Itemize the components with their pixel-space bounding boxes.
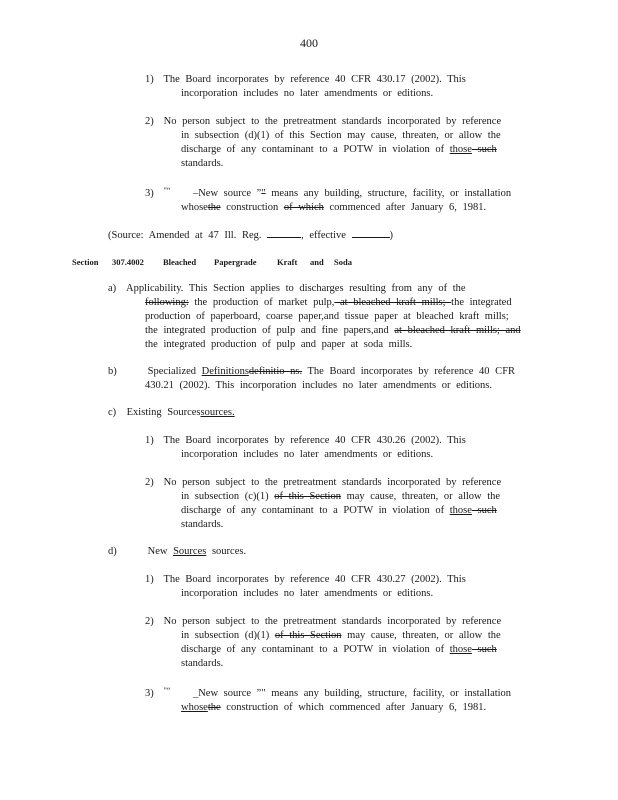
item-text: construction of which commenced after January 6, 1981.	[220, 702, 487, 713]
deleted-text: "	[261, 188, 266, 199]
item-text: Applicability. This Section applies to discharges resulting from any of the	[126, 283, 466, 294]
item-text: " means any building, structure, facility, or installation	[261, 688, 512, 699]
item-text: The Board incorporates by reference 40 CFR 430.26 (2002). This	[163, 435, 466, 446]
item-text: commenced after January 6, 1981.	[323, 202, 487, 213]
section-title-word: Papergrade	[214, 257, 257, 267]
dash-mark: –	[192, 188, 199, 199]
item-text: in subsection (d)(1)	[181, 630, 275, 641]
item-text: in subsection (d)(1) of this Section may cause, threaten, or allow the	[181, 130, 501, 141]
item-text: whose	[181, 202, 208, 213]
item-label: 1)	[145, 435, 154, 446]
deleted-text: such	[471, 505, 497, 516]
deleted-text: of this Section	[274, 491, 341, 502]
deleted-text: the	[207, 702, 221, 713]
source-text: (Source: Amended at 47 Ill. Reg.	[108, 230, 262, 241]
item-text: 430.21 (2002). This incorporation includes no later amendments or editions.	[145, 380, 492, 391]
item-label: 1)	[145, 74, 154, 85]
section-title-word: Soda	[334, 257, 352, 267]
inserted-text: sources.	[200, 407, 235, 418]
subsection-c	[108, 406, 235, 420]
item-label: 2)	[145, 477, 154, 488]
item-text: the production of market pulp,	[188, 297, 335, 308]
inserted-text: those	[449, 144, 472, 155]
deleted-text: following:	[145, 297, 189, 308]
item-text: New source ”	[198, 188, 262, 199]
item-text: discharge of any contaminant to a POTW in violation of	[181, 144, 450, 155]
deleted-text: such	[471, 144, 497, 155]
section-title-word: Bleached	[163, 257, 197, 267]
subsection-d2	[145, 615, 501, 671]
source-note	[108, 227, 393, 243]
item-text: No person subject to the pretreatment standards incorporated by reference	[163, 116, 502, 127]
item-label: 2)	[145, 116, 154, 127]
item-text: means any building, structure, facility, or installation	[265, 188, 512, 199]
deleted-text: of which	[283, 202, 324, 213]
item-text: in subsection (c)(1)	[181, 491, 275, 502]
page-number: 400	[300, 36, 318, 50]
blank-line	[352, 227, 390, 238]
inserted-text: whose	[181, 702, 208, 713]
item-text: Existing Sources	[126, 407, 201, 418]
item-text: may cause, threaten, or allow the	[340, 491, 501, 502]
item-label: 2)	[145, 616, 154, 627]
subsection-d	[108, 545, 246, 559]
item-text: _New source ”	[192, 688, 262, 699]
item-text: incorporation includes no later amendments or editions.	[181, 449, 434, 460]
item-text: the integrated	[451, 297, 512, 308]
blank-line	[267, 227, 301, 238]
item-text: may cause, threaten, or allow the	[341, 630, 501, 641]
section-word: Section	[72, 257, 99, 267]
subsection-a	[108, 282, 521, 352]
item-text: standards.	[181, 158, 224, 169]
inserted-text: Definitions	[201, 366, 249, 377]
section-title-word: and	[310, 257, 324, 267]
inserted-text: those	[449, 644, 472, 655]
item-label: 3)	[145, 688, 154, 699]
quote-marks: "“	[163, 186, 171, 195]
item-label: b)	[108, 366, 117, 377]
item-text: production of paperboard, coarse paper,and tissue paper at bleached kraft mills;	[145, 311, 509, 322]
item-text: The Board incorporates by reference 40 CFR 430.17 (2002). This	[163, 74, 466, 85]
deleted-text: at bleached kraft mills;	[334, 297, 452, 308]
item-text: the integrated production of pulp and paper at soda mills.	[145, 339, 413, 350]
subsection-d3	[145, 684, 511, 715]
subsection-d1-top	[145, 73, 466, 101]
deleted-text: definitio	[248, 366, 285, 377]
quote-marks: "“	[163, 686, 171, 695]
subsection-b	[108, 365, 515, 393]
item-text: No person subject to the pretreatment standards incorporated by reference	[163, 616, 502, 627]
subsection-d2-top	[145, 115, 501, 171]
deleted-text: ns.	[284, 366, 303, 377]
item-text: incorporation includes no later amendments or editions.	[181, 88, 434, 99]
item-text: The Board incorporates by reference 40 CFR	[302, 366, 516, 377]
item-text: standards.	[181, 658, 224, 669]
item-label: 3)	[145, 188, 154, 199]
subsection-d3-top	[145, 184, 511, 215]
section-title-word: Kraft	[277, 257, 298, 267]
source-text: )	[389, 230, 394, 241]
item-label: c)	[108, 407, 117, 418]
item-text: discharge of any contaminant to a POTW in violation of	[181, 505, 450, 516]
item-text: construction	[220, 202, 284, 213]
inserted-text: those	[449, 505, 472, 516]
item-label: 1)	[145, 574, 154, 585]
item-label: d)	[108, 546, 117, 557]
source-text: , effective	[301, 230, 346, 241]
deleted-text: at bleached kraft mills; and	[394, 325, 521, 336]
item-label: a)	[108, 283, 117, 294]
item-text: Specialized	[147, 366, 202, 377]
item-text: New	[147, 546, 174, 557]
deleted-text: the	[207, 202, 221, 213]
item-text: discharge of any contaminant to a POTW in violation of	[181, 644, 450, 655]
item-text: the integrated production of pulp and fine papers,and	[145, 325, 395, 336]
subsection-c1	[145, 434, 466, 462]
subsection-d1	[145, 573, 466, 601]
item-text: The Board incorporates by reference 40 CFR 430.27 (2002). This	[163, 574, 466, 585]
item-text: sources.	[206, 546, 247, 557]
deleted-text: such	[471, 644, 497, 655]
deleted-text: of this Section	[274, 630, 342, 641]
section-number: 307.4002	[112, 257, 144, 267]
item-text: incorporation includes no later amendments or editions.	[181, 588, 434, 599]
subsection-c2	[145, 476, 501, 532]
item-text: standards.	[181, 519, 224, 530]
item-text: No person subject to the pretreatment standards incorporated by reference	[163, 477, 502, 488]
inserted-text: Sources	[173, 546, 207, 557]
